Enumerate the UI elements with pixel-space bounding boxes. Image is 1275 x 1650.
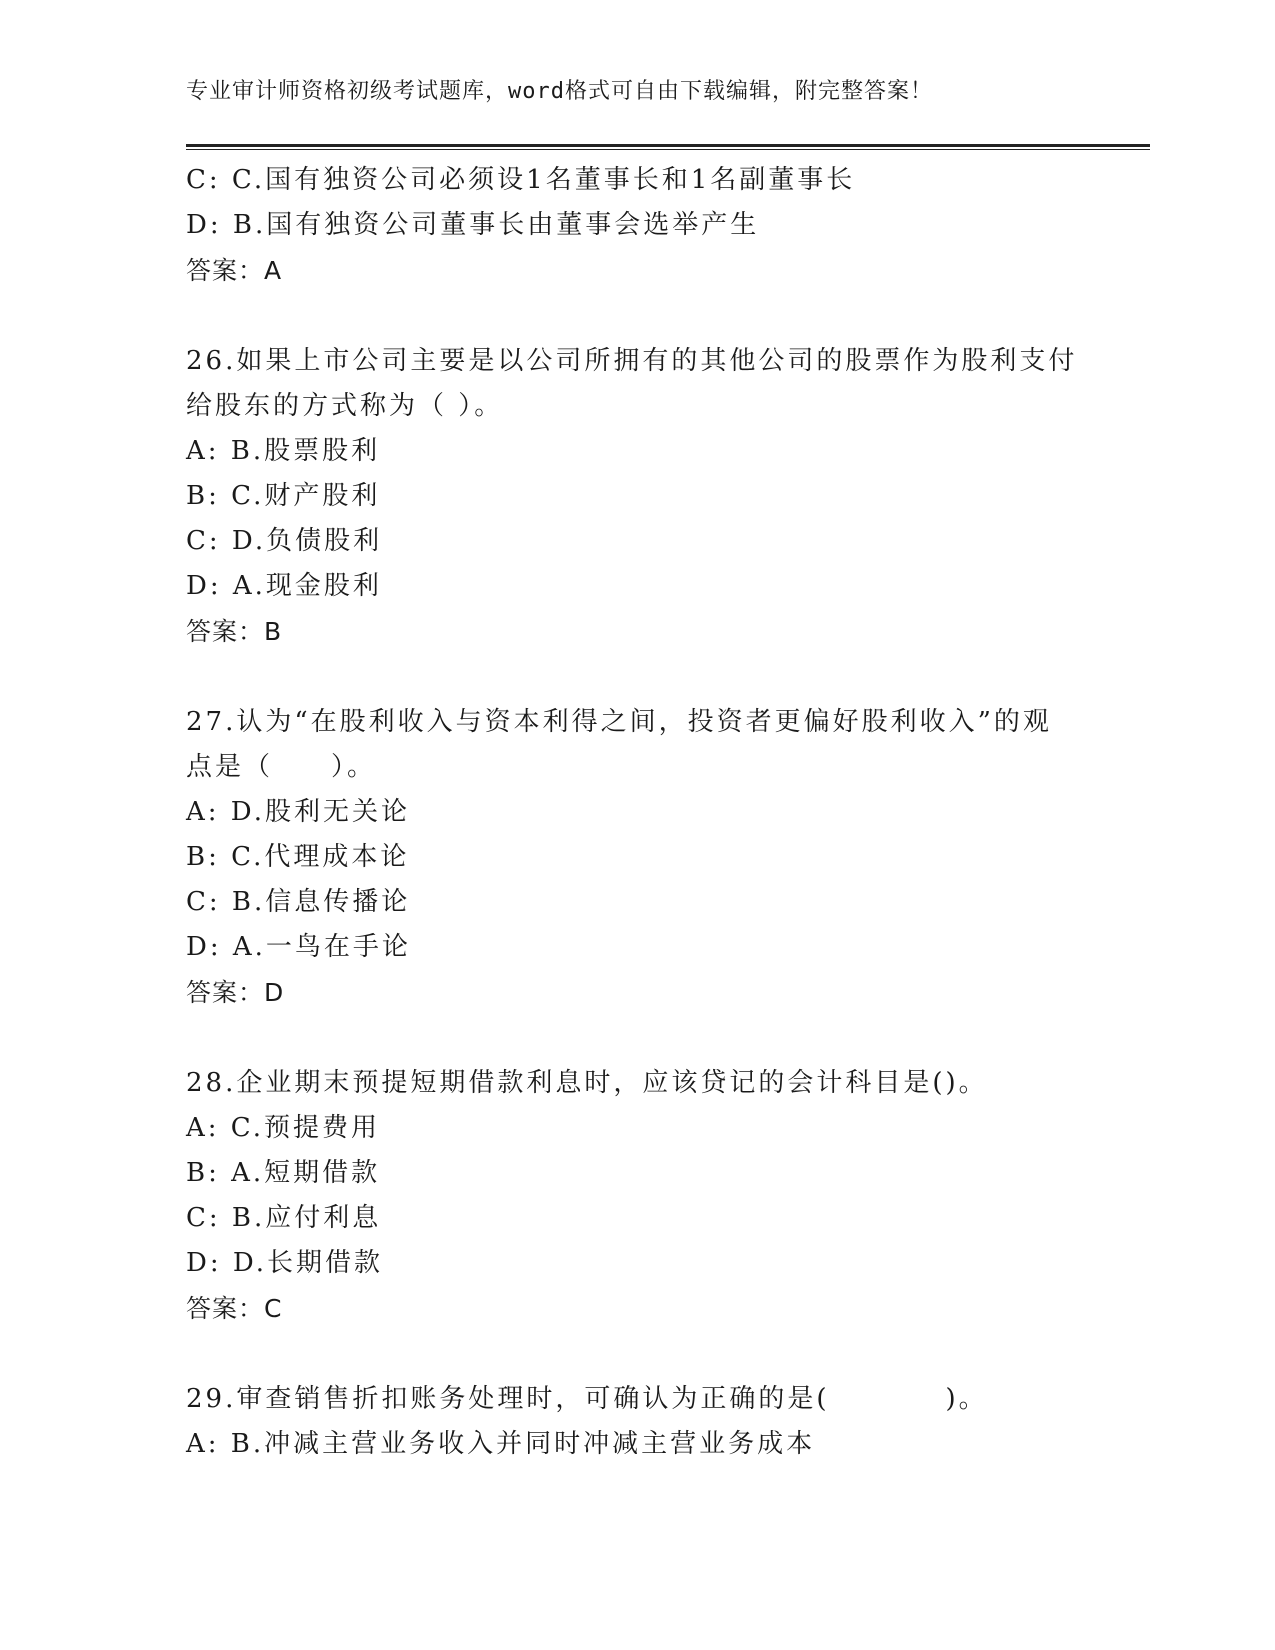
option-a: A: D.股利无关论 <box>186 797 410 827</box>
option-b: B: C.财产股利 <box>186 481 381 511</box>
question-stem: 27.认为“在股利收入与资本利得之间，投资者更偏好股利收入”的观 <box>186 707 1052 737</box>
page-header: 专业审计师资格初级考试题库，word格式可自由下载编辑，附完整答案！ <box>186 79 933 104</box>
answer-line: 答案：C <box>186 1294 283 1323</box>
answer-line: 答案：D <box>186 978 285 1007</box>
question-stem-cont: 给股东的方式称为（ ）。 <box>186 391 504 421</box>
option-a: A: B.冲减主营业务收入并同时冲减主营业务成本 <box>186 1429 816 1459</box>
option-d: D: A.现金股利 <box>186 571 382 601</box>
option-d: D: B.国有独资公司董事长由董事会选举产生 <box>186 210 760 240</box>
answer-line: 答案：B <box>186 617 283 646</box>
option-c: C: D.负债股利 <box>186 526 383 556</box>
header-rule-thick <box>186 144 1150 147</box>
question-stem: 28.企业期末预提短期借款利息时，应该贷记的会计科目是()。 <box>186 1068 988 1098</box>
question-stem: 29.审查销售折扣账务处理时，可确认为正确的是( )。 <box>186 1384 988 1414</box>
answer-line: 答案：A <box>186 256 283 285</box>
option-b: B: C.代理成本论 <box>186 842 410 872</box>
option-a: A: B.股票股利 <box>186 436 381 466</box>
option-c: C: C.国有独资公司必须设1名董事长和1名副董事长 <box>186 165 856 195</box>
question-stem-cont: 点是（ ）。 <box>186 752 377 782</box>
option-c: C: B.应付利息 <box>186 1203 382 1233</box>
option-b: B: A.短期借款 <box>186 1158 381 1188</box>
question-stem: 26.如果上市公司主要是以公司所拥有的其他公司的股票作为股利支付 <box>186 346 1078 376</box>
header-rule-thin <box>186 149 1150 150</box>
option-c: C: B.信息传播论 <box>186 887 411 917</box>
question-list <box>186 158 1086 1467</box>
option-a: A: C.预提费用 <box>186 1113 381 1143</box>
option-d: D: A.一鸟在手论 <box>186 932 411 962</box>
option-d: D: D.长期借款 <box>186 1248 384 1278</box>
